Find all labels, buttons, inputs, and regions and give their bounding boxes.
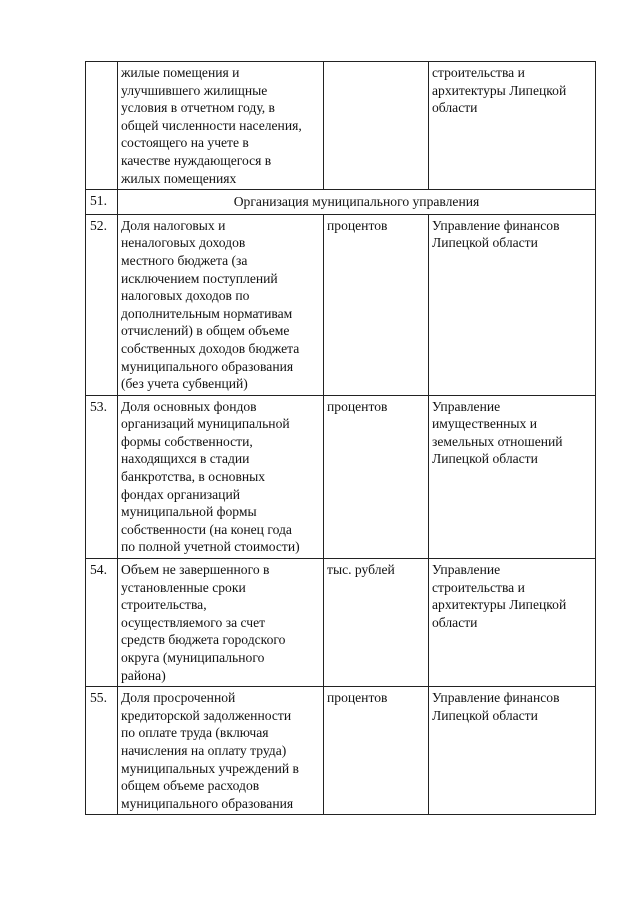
indicators-table xyxy=(85,61,596,815)
department-text: Управление финансов Липецкой области xyxy=(429,687,596,815)
row-number: 53. xyxy=(86,395,118,558)
row-number: 54. xyxy=(86,559,118,687)
indicator-text: жилые помещения и улучшившего жилищные условия в отчетном году, в общей численности населения, состоящего на учете в качестве нуждающегося в жилых помещениях xyxy=(118,62,324,190)
row-number xyxy=(86,62,118,190)
table-row xyxy=(86,62,596,190)
section-row xyxy=(86,190,596,215)
row-number: 51. xyxy=(86,190,118,215)
table-row xyxy=(86,559,596,687)
unit-text: процентов xyxy=(324,395,429,558)
row-number: 52. xyxy=(86,214,118,395)
table-row xyxy=(86,214,596,395)
department-text: Управление финансов Липецкой области xyxy=(429,214,596,395)
department-text: Управление имущественных и земельных отношений Липецкой области xyxy=(429,395,596,558)
indicator-text: Доля налоговых и неналоговых доходов местного бюджета (за исключением поступлений налоговых доходов по дополнительным нормативам отчислений) в общем объеме собственных доходов бюджета муниципального образования (без учета субвенций) xyxy=(118,214,324,395)
unit-text xyxy=(324,62,429,190)
table-row xyxy=(86,395,596,558)
table-row xyxy=(86,687,596,815)
indicator-text: Доля основных фондов организаций муниципальной формы собственности, находящихся в стадии банкротства, в основных фондах организаций муниципальной формы собственности (на конец года по полной учетной стоимости) xyxy=(118,395,324,558)
department-text: строительства и архитектуры Липецкой области xyxy=(429,62,596,190)
unit-text: процентов xyxy=(324,687,429,815)
indicator-text: Объем не завершенного в установленные сроки строительства, осуществляемого за счет средств бюджета городского округа (муниципального района) xyxy=(118,559,324,687)
indicator-text: Доля просроченной кредиторской задолженности по оплате труда (включая начисления на оплату труда) муниципальных учреждений в общем объеме расходов муниципального образования xyxy=(118,687,324,815)
department-text: Управление строительства и архитектуры Липецкой области xyxy=(429,559,596,687)
unit-text: процентов xyxy=(324,214,429,395)
row-number: 55. xyxy=(86,687,118,815)
section-title: Организация муниципального управления xyxy=(118,190,596,215)
unit-text: тыс. рублей xyxy=(324,559,429,687)
